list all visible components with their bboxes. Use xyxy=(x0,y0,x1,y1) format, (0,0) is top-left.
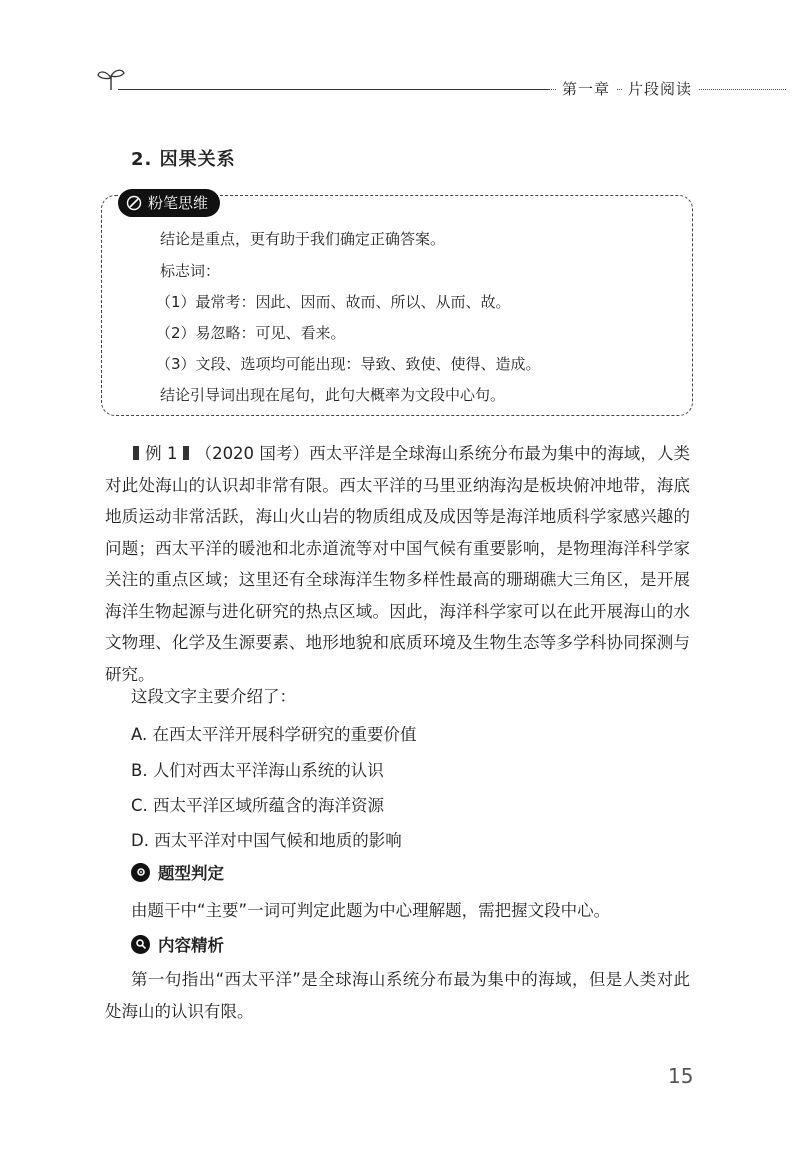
tip-label-text: 粉笔思维 xyxy=(148,194,209,212)
gear-icon xyxy=(131,863,150,882)
tip-line-3: （1）最常考：因此、因而、故而、所以、从而、故。 xyxy=(156,293,511,311)
header-section: 片段阅读 xyxy=(622,78,698,99)
content-text: 第一句指出“西太平洋”是全球海山系统分布最为集中的海域，但是人类对此处海山的认识有限。 xyxy=(105,970,690,1021)
example-text: 西太平洋是全球海山系统分布最为集中的海域，人类对此处海山的认识却非常有限。西太平洋的马里亚纳海沟是板块俯冲地带，海底地质运动非常活跃，海山火山岩的物质组成及成因等是海洋地质科学家感兴趣的问题；西太平洋的暖池和北赤道流等对中国气候有重要影响，是物理海洋科学家关注的重点区域；这里还有全球海洋生物多样性最高的珊瑚礁大三角区，是开展海洋生物起源与进化研究的热点区域。因此，海洋科学家可以在此开展海山的水文物理、化学及生源要素、地形地貌和底质环境及生物生态等多学科协同探测与研究。 xyxy=(105,444,690,684)
tip-line-1: 结论是重点，更有助于我们确定正确答案。 xyxy=(160,230,446,248)
tip-line-2: 标志词： xyxy=(160,262,221,280)
page-number: 15 xyxy=(668,1064,694,1088)
header-rule xyxy=(118,89,548,90)
tip-line-6: 结论引导词出现在尾句，此句大概率为文段中心句。 xyxy=(160,386,506,404)
type-heading xyxy=(131,860,224,884)
tip-label xyxy=(118,189,220,217)
chalk-icon xyxy=(126,195,142,211)
example-source: （2020 国考） xyxy=(195,444,310,463)
type-heading-text: 题型判定 xyxy=(158,864,224,883)
option-b: B. 人们对西太平洋海山系统的认识 xyxy=(131,761,384,780)
header-chapter: 第一章 xyxy=(556,78,616,99)
content-heading xyxy=(131,932,224,956)
example-passage xyxy=(105,438,690,690)
option-a: A. 在西太平洋开展科学研究的重要价值 xyxy=(131,725,417,744)
section-title: 2. 因果关系 xyxy=(131,149,236,170)
magnifier-icon xyxy=(131,935,150,954)
example-label: 例 1 xyxy=(145,444,178,463)
tip-line-5: （3）文段、选项均可能出现：导致、致使、使得、造成。 xyxy=(156,355,541,373)
example-tag-left xyxy=(133,446,139,460)
tip-line-4: （2）易忽略：可见、看来。 xyxy=(156,324,346,342)
question-stem: 这段文字主要介绍了： xyxy=(131,687,296,706)
content-heading-text: 内容精析 xyxy=(158,936,224,955)
example-tag-right xyxy=(183,446,189,460)
option-d: D. 西太平洋对中国气候和地质的影响 xyxy=(131,831,402,850)
option-c: C. 西太平洋区域所蕴含的海洋资源 xyxy=(131,796,385,815)
type-text: 由题干中“主要”一词可判定此题为中心理解题，需把握文段中心。 xyxy=(131,901,611,920)
